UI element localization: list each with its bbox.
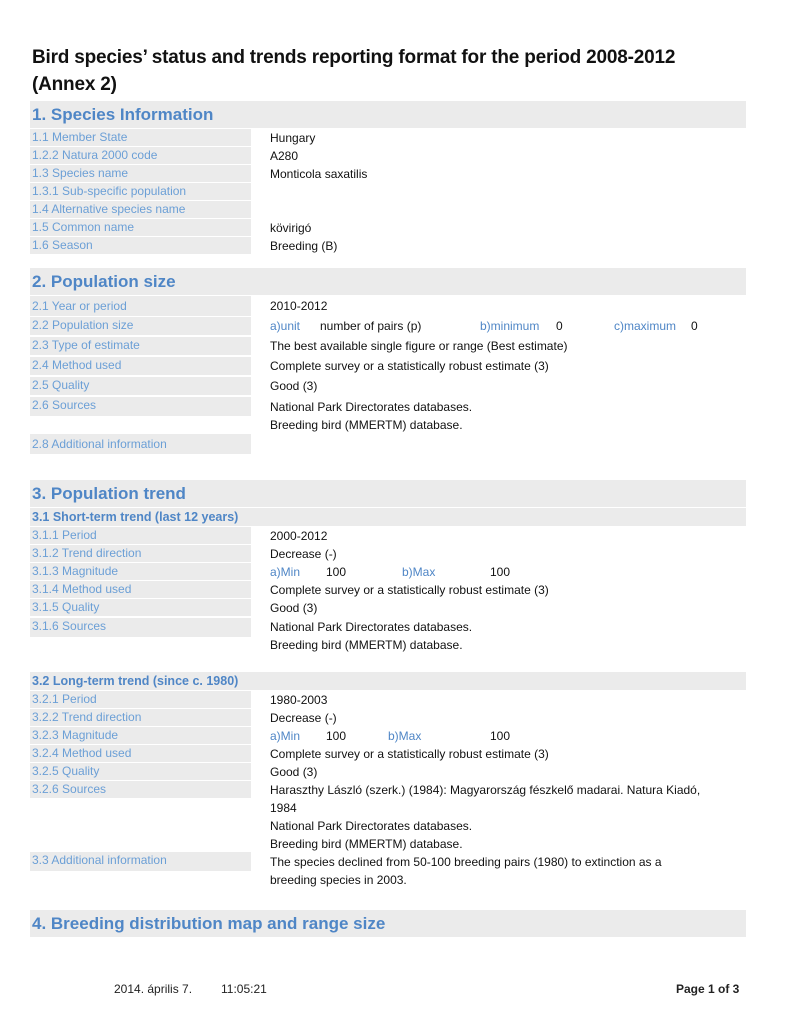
unit-value: number of pairs (p) [320,319,422,333]
long-method-used-label: 3.2.4 Method used [30,745,251,762]
long-sources-value [270,781,740,853]
section-species-information: 1. Species Information [30,101,746,128]
long-period-label: 3.2.1 Period [30,691,251,708]
short-period-label: 3.1.1 Period [30,527,251,544]
year-period-label: 2.1 Year or period [30,296,251,316]
sources-value [270,398,740,434]
alternative-species-name-label: 1.4 Alternative species name [30,201,251,218]
source-line: 1984 [270,801,297,815]
long-trend-direction-value: Decrease (-) [270,711,337,725]
section-population-size: 2. Population size [30,268,746,295]
minimum-value: 0 [556,319,563,333]
long-quality-value: Good (3) [270,765,318,779]
source-line: Breeding bird (MMERTM) database. [270,638,463,652]
unit-label: a)unit [270,319,301,333]
section-population-trend: 3. Population trend [30,480,746,507]
short-magnitude-values [270,563,740,581]
short-quality-label: 3.1.5 Quality [30,599,251,616]
info-line: breeding species in 2003. [270,873,407,887]
long-quality-label: 3.2.5 Quality [30,763,251,780]
short-method-used-label: 3.1.4 Method used [30,581,251,598]
long-sources-label: 3.2.6 Sources [30,781,251,798]
section-breeding-distribution: 4. Breeding distribution map and range size [30,910,746,937]
long-min-value: 100 [326,729,347,743]
source-line: Haraszthy László (szerk.) (1984): Magyarország fészkelő madarai. Natura Kiadó, [270,783,701,797]
quality-value: Good (3) [270,379,318,393]
year-period-value: 2010-2012 [270,299,328,313]
short-magnitude-label: 3.1.3 Magnitude [30,563,251,580]
short-max-label: b)Max [402,565,436,579]
footer-time: 11:05:21 [221,982,267,996]
footer-date: 2014. április 7. [114,982,193,996]
long-term-trend-heading: 3.2 Long-term trend (since c. 1980) [30,672,746,690]
population-size-label: 2.2 Population size [30,317,251,335]
short-max-value: 100 [490,565,511,579]
source-line: National Park Directorates databases. [270,819,473,833]
long-trend-direction-label: 3.2.2 Trend direction [30,709,251,726]
season-label: 1.6 Season [30,237,251,254]
additional-information-label: 2.8 Additional information [30,434,251,454]
long-min-label: a)Min [270,729,301,743]
short-period-value: 2000-2012 [270,529,328,543]
short-quality-value: Good (3) [270,601,318,615]
type-of-estimate-value: The best available single figure or range (Best estimate) [270,339,568,353]
long-magnitude-values [270,727,740,745]
minimum-label: b)minimum [480,319,540,333]
long-period-value: 1980-2003 [270,693,328,707]
trend-additional-information-value [270,853,740,889]
type-of-estimate-label: 2.3 Type of estimate [30,337,251,355]
maximum-label: c)maximum [614,319,676,333]
long-method-used-value: Complete survey or a statistically robust estimate (3) [270,747,549,761]
source-line: Breeding bird (MMERTM) database. [270,418,463,432]
method-used-value: Complete survey or a statistically robust estimate (3) [270,359,549,373]
maximum-value: 0 [691,319,698,333]
method-used-label: 2.4 Method used [30,357,251,375]
source-line: Breeding bird (MMERTM) database. [270,837,463,851]
natura-code-value: A280 [270,149,299,163]
short-min-label: a)Min [270,565,301,579]
member-state-label: 1.1 Member State [30,129,251,146]
short-sources-label: 3.1.6 Sources [30,618,251,637]
short-sources-value [270,618,740,654]
species-name-value: Monticola saxatilis [270,167,368,181]
short-trend-direction-value: Decrease (-) [270,547,337,561]
short-method-used-value: Complete survey or a statistically robust estimate (3) [270,583,549,597]
sub-specific-population-label: 1.3.1 Sub-specific population [30,183,251,200]
title-line-2: (Annex 2) [32,74,117,95]
long-max-label: b)Max [388,729,422,743]
short-trend-direction-label: 3.1.2 Trend direction [30,545,251,562]
source-line: National Park Directorates databases. [270,400,473,414]
short-min-value: 100 [326,565,347,579]
trend-additional-information-label: 3.3 Additional information [30,852,251,871]
short-term-trend-heading: 3.1 Short-term trend (last 12 years) [30,508,746,526]
season-value: Breeding (B) [270,239,338,253]
species-name-label: 1.3 Species name [30,165,251,182]
title-line-1: Bird species’ status and trends reporting format for the period 2008-2012 [32,47,676,68]
page-number: Page 1 of 3 [676,982,740,996]
natura-code-label: 1.2.2 Natura 2000 code [30,147,251,164]
long-magnitude-label: 3.2.3 Magnitude [30,727,251,744]
sources-label: 2.6 Sources [30,397,251,416]
long-max-value: 100 [490,729,511,743]
member-state-value: Hungary [270,131,316,145]
document-title [32,44,762,98]
common-name-value: kövirigó [270,221,312,235]
population-size-values [270,317,740,335]
quality-label: 2.5 Quality [30,377,251,395]
info-line: The species declined from 50-100 breeding pairs (1980) to extinction as a [270,855,662,869]
common-name-label: 1.5 Common name [30,219,251,236]
source-line: National Park Directorates databases. [270,620,473,634]
